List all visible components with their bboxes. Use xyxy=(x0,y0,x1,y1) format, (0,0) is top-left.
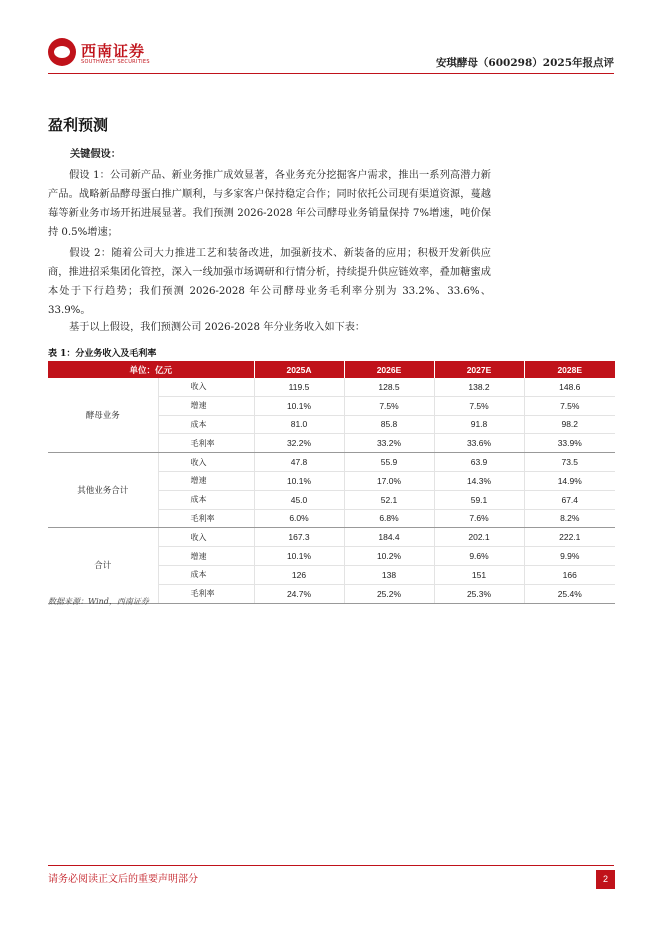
value-cell: 126 xyxy=(254,565,344,584)
assumption-2-paragraph xyxy=(48,244,491,320)
value-cell: 128.5 xyxy=(344,378,434,396)
value-cell: 6.0% xyxy=(254,509,344,528)
year-header: 2026E xyxy=(344,361,434,378)
value-cell: 10.2% xyxy=(344,547,434,566)
footer-disclaimer: 请务必阅读正文后的重要声明部分 xyxy=(48,874,198,885)
value-cell: 73.5 xyxy=(524,453,615,472)
logo-brand-cn: 西南证券 xyxy=(81,42,146,60)
footer-divider xyxy=(48,865,614,866)
value-cell: 148.6 xyxy=(524,378,615,396)
year-header: 2025A xyxy=(254,361,344,378)
assumption-1-text: 假设 1：公司新产品、新业务推广成效显著，各业务充分挖掘客户需求，推出一系列高潜力新产品。战略新品酵母蛋白推广顺利，与多家客户保持稳定合作；同时依托公司现有渠道资源，蔓越莓等新业务市场开拓进展显著。我们预测 2026-2028 年公司酵母业务销量保持 7%增速，吨价保持 0.5%增速； xyxy=(48,170,491,238)
segment-revenue-table xyxy=(48,361,615,604)
table-row xyxy=(48,528,615,547)
value-cell: 98.2 xyxy=(524,415,615,434)
logo-brand-en: SOUTHWEST SECURITIES xyxy=(81,59,150,65)
value-cell: 10.1% xyxy=(254,396,344,415)
value-cell: 7.5% xyxy=(344,396,434,415)
value-cell: 7.5% xyxy=(434,396,524,415)
table-lead-paragraph xyxy=(48,318,491,337)
report-title: 安琪酵母（600298）2025年报点评 xyxy=(435,57,614,69)
table-row xyxy=(48,378,615,396)
page-number: 2 xyxy=(596,870,615,889)
value-cell: 25.4% xyxy=(524,584,615,603)
value-cell: 67.4 xyxy=(524,490,615,509)
header-divider xyxy=(48,73,614,74)
value-cell: 33.2% xyxy=(344,434,434,453)
table-title: 表 1：分业务收入及毛利率 xyxy=(48,349,157,359)
value-cell: 119.5 xyxy=(254,378,344,396)
value-cell: 17.0% xyxy=(344,471,434,490)
value-cell: 151 xyxy=(434,565,524,584)
value-cell: 7.5% xyxy=(524,396,615,415)
key-assumptions-label: 关键假设： xyxy=(70,148,121,160)
value-cell: 32.2% xyxy=(254,434,344,453)
value-cell: 14.9% xyxy=(524,471,615,490)
metric-cell: 增速 xyxy=(158,547,254,566)
value-cell: 25.2% xyxy=(344,584,434,603)
value-cell: 55.9 xyxy=(344,453,434,472)
value-cell: 59.1 xyxy=(434,490,524,509)
value-cell: 138.2 xyxy=(434,378,524,396)
company-logo xyxy=(48,38,168,70)
value-cell: 138 xyxy=(344,565,434,584)
value-cell: 91.8 xyxy=(434,415,524,434)
segment-name-cell: 合计 xyxy=(48,528,158,603)
value-cell: 10.1% xyxy=(254,547,344,566)
metric-cell: 收入 xyxy=(158,378,254,396)
assumption-2-text: 假设 2：随着公司大力推进工艺和装备改进，加强新技术、新装备的应用；积极开发新供应商，推进招采集团化管控，深入一线加强市场调研和行情分析，持续提升供应链效率，叠加糖蜜成本处于下行趋势；我们预测 2026-2028 年公司酵母业务毛利率分别为 33.2%、33.6%、33.9%。 xyxy=(48,248,491,316)
value-cell: 14.3% xyxy=(434,471,524,490)
metric-cell: 成本 xyxy=(158,415,254,434)
data-source-note: 数据来源：Wind，西南证券 xyxy=(48,597,149,606)
year-header: 2028E xyxy=(524,361,615,378)
unit-header: 单位：亿元 xyxy=(48,361,254,378)
value-cell: 45.0 xyxy=(254,490,344,509)
value-cell: 8.2% xyxy=(524,509,615,528)
assumption-1-paragraph xyxy=(48,166,491,242)
metric-cell: 增速 xyxy=(158,471,254,490)
value-cell: 25.3% xyxy=(434,584,524,603)
table-row xyxy=(48,453,615,472)
metric-cell: 毛利率 xyxy=(158,434,254,453)
segment-name-cell: 酵母业务 xyxy=(48,378,158,453)
metric-cell: 毛利率 xyxy=(158,584,254,603)
value-cell: 6.8% xyxy=(344,509,434,528)
value-cell: 81.0 xyxy=(254,415,344,434)
metric-cell: 收入 xyxy=(158,528,254,547)
value-cell: 85.8 xyxy=(344,415,434,434)
metric-cell: 增速 xyxy=(158,396,254,415)
segment-name-cell: 其他业务合计 xyxy=(48,453,158,528)
value-cell: 10.1% xyxy=(254,471,344,490)
value-cell: 7.6% xyxy=(434,509,524,528)
value-cell: 9.6% xyxy=(434,547,524,566)
year-header: 2027E xyxy=(434,361,524,378)
section-title: 盈利预测 xyxy=(48,116,109,134)
value-cell: 222.1 xyxy=(524,528,615,547)
value-cell: 52.1 xyxy=(344,490,434,509)
metric-cell: 收入 xyxy=(158,453,254,472)
value-cell: 33.6% xyxy=(434,434,524,453)
table-header-row xyxy=(48,361,615,378)
value-cell: 9.9% xyxy=(524,547,615,566)
metric-cell: 毛利率 xyxy=(158,509,254,528)
value-cell: 166 xyxy=(524,565,615,584)
metric-cell: 成本 xyxy=(158,490,254,509)
table-lead-text: 基于以上假设，我们预测公司 2026-2028 年分业务收入如下表： xyxy=(69,322,366,333)
value-cell: 167.3 xyxy=(254,528,344,547)
value-cell: 184.4 xyxy=(344,528,434,547)
value-cell: 202.1 xyxy=(434,528,524,547)
value-cell: 63.9 xyxy=(434,453,524,472)
metric-cell: 成本 xyxy=(158,565,254,584)
value-cell: 24.7% xyxy=(254,584,344,603)
value-cell: 47.8 xyxy=(254,453,344,472)
logo-emblem-icon xyxy=(48,38,76,66)
value-cell: 33.9% xyxy=(524,434,615,453)
